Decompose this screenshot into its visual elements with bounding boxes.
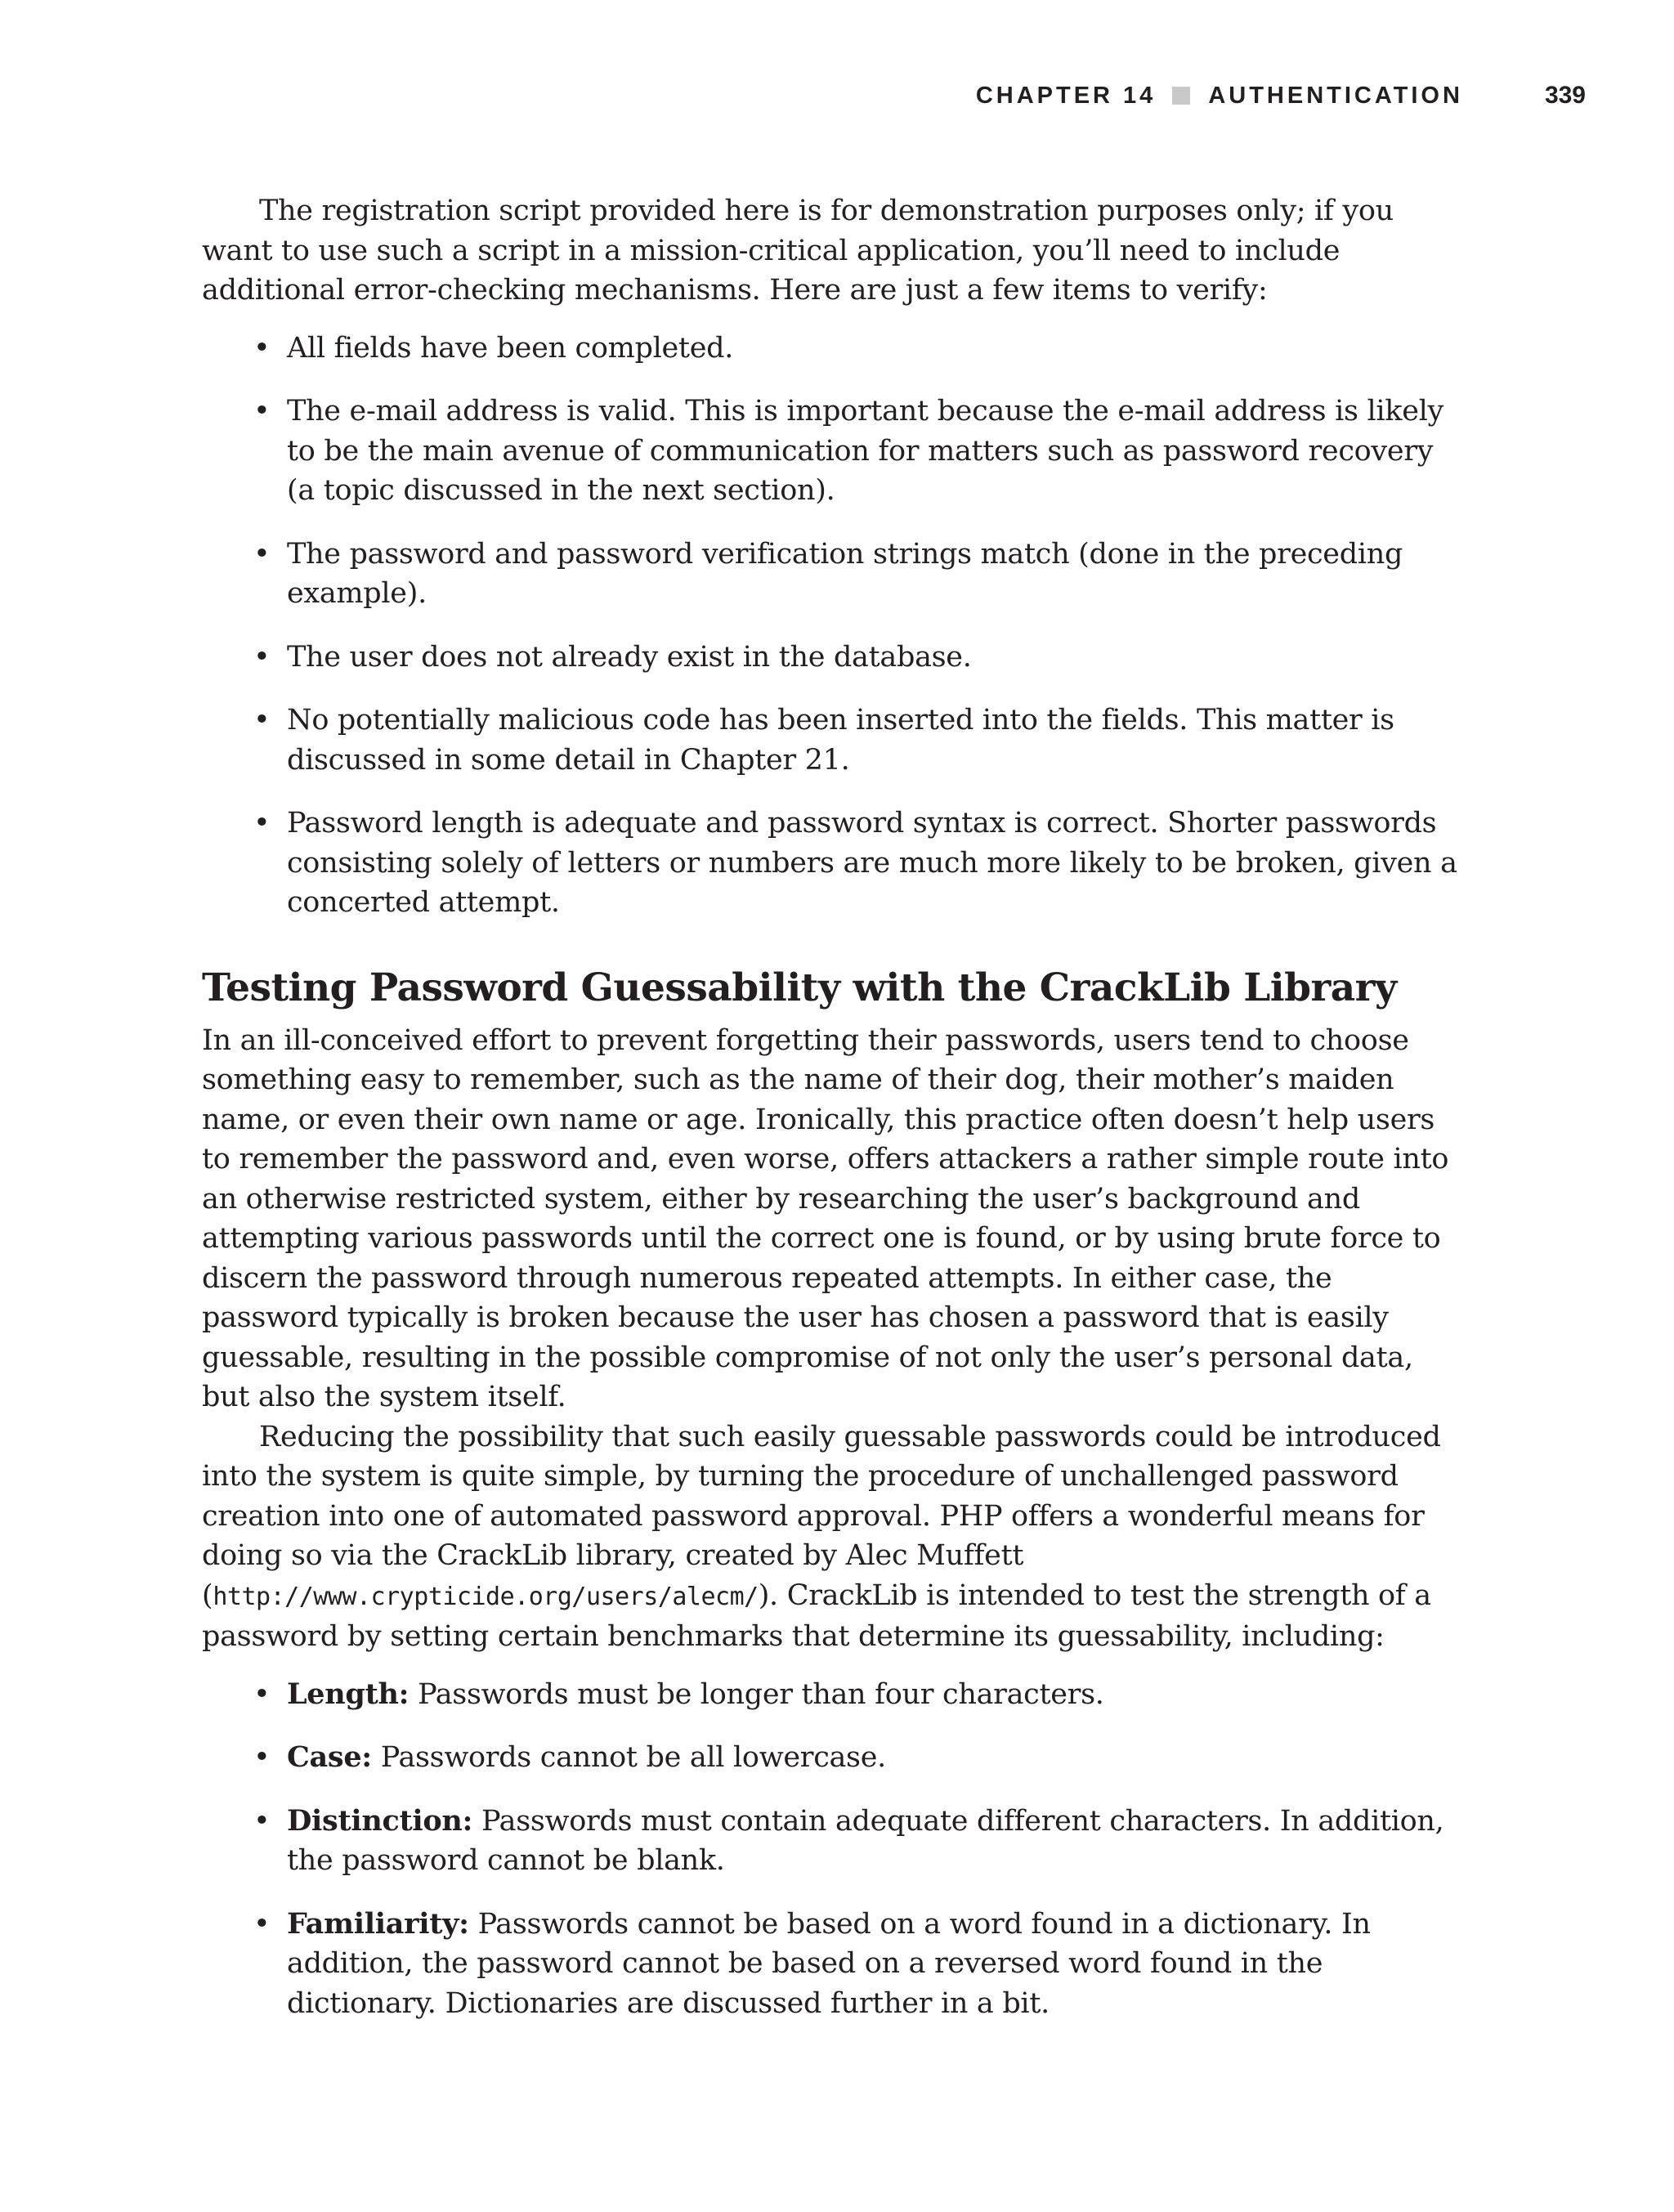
criterion-term: Length: — [287, 1677, 410, 1711]
list-item — [202, 1738, 1461, 1778]
running-head — [976, 82, 1586, 110]
bullet-icon: • — [253, 1677, 271, 1711]
bullet-icon: • — [253, 537, 271, 571]
list-item-text: The user does not already exist in the database. — [287, 640, 972, 674]
bullet-icon: • — [253, 640, 271, 674]
bullet-icon: • — [253, 395, 271, 428]
criterion-term: Distinction: — [287, 1803, 473, 1838]
list-item — [202, 535, 1461, 614]
list-item-text: Password length is adequate and password syntax is correct. Shorter passwords consisting solely of letters or numbers are much more likely to be broken, given a concerted attempt. — [287, 807, 1457, 919]
section-label: AUTHENTICATION — [1208, 82, 1463, 109]
bullet-icon: • — [253, 1804, 271, 1838]
list-item — [202, 329, 1461, 369]
paragraph-text: Reducing the possibility that such easily guessable passwords could be introduced into the system is quite simple, by turning the procedure of unchallenged password creation into one of automated password approval. PHP offers a wonderful means for doing so via the CrackLib library, created by Alec Muffett ( — [202, 1420, 1441, 1612]
criterion-term: Familiarity: — [287, 1906, 469, 1941]
bullet-icon: • — [253, 1741, 271, 1774]
intro-paragraph: The registration script provided here is for demonstration purposes only; if you want to use such a script in a mission-critical application, you’ll need to include additional error-checking mechanisms. Here are just a few items to verify: — [202, 195, 1394, 307]
criteria-list — [202, 1675, 1461, 2024]
criterion-text: Passwords must contain adequate different characters. In addition, the password cannot be blank. — [287, 1804, 1444, 1877]
square-separator-icon — [1172, 87, 1190, 105]
paragraph-text: ). CrackLib is intended to test the strength of a password by setting certain benchmarks that determine its guessability, including: — [202, 1578, 1431, 1653]
list-item — [202, 1802, 1461, 1881]
list-item — [202, 392, 1461, 511]
bullet-icon: • — [253, 704, 271, 737]
bullet-icon: • — [253, 1907, 271, 1941]
body-paragraph — [202, 1417, 1461, 1657]
list-item-text: No potentially malicious code has been inserted into the fields. This matter is discussed in some detail in Chapter 21. — [287, 704, 1394, 777]
list-item-text: The password and password verification strings match (done in the preceding example). — [287, 537, 1403, 610]
cracklib-url: http://www.crypticide.org/users/alecm/ — [213, 1582, 759, 1611]
section-heading: Testing Password Guessability with the CrackLib Library — [202, 965, 1397, 1010]
page-content — [202, 191, 1461, 2047]
criterion-text: Passwords must be longer than four characters. — [418, 1677, 1104, 1711]
body-paragraph: In an ill-conceived effort to prevent forgetting their passwords, users tend to choose something easy to remember, such as the name of their dog, their mother’s maiden name, or even their own name or age. Ironically, this practice often doesn’t help users to remember the password and, even worse, offers attackers a rather simple route into an otherwise restricted system, either by researching the user’s background and attempting various passwords until the correct one is found, or by using brute force to discern the password through numerous repeated attempts. In either case, the password typically is broken because the user has chosen a password that is easily guessable, resulting in the possible compromise of not only the user’s personal data, but also the system itself. — [202, 1023, 1449, 1413]
bullet-icon: • — [253, 331, 271, 365]
list-item-text: All fields have been completed. — [287, 331, 734, 365]
list-item — [202, 1675, 1461, 1715]
criterion-term: Case: — [287, 1740, 372, 1774]
criterion-text: Passwords cannot be all lowercase. — [380, 1741, 886, 1774]
list-item — [202, 804, 1461, 923]
list-item — [202, 701, 1461, 780]
chapter-label: CHAPTER 14 — [975, 82, 1157, 109]
list-item — [202, 1905, 1461, 2024]
criterion-text: Passwords cannot be based on a word found in a dictionary. In addition, the password cannot be based on a reversed word found in the dictionary. Dictionaries are discussed further in a bit. — [287, 1907, 1371, 2020]
list-item — [202, 638, 1461, 678]
list-item-text: The e-mail address is valid. This is important because the e-mail address is likely to be the main avenue of communication for matters such as password recovery (a topic discussed in the next section). — [287, 395, 1443, 507]
page-number: 339 — [1544, 82, 1586, 109]
verification-list — [202, 329, 1461, 923]
bullet-icon: • — [253, 807, 271, 840]
